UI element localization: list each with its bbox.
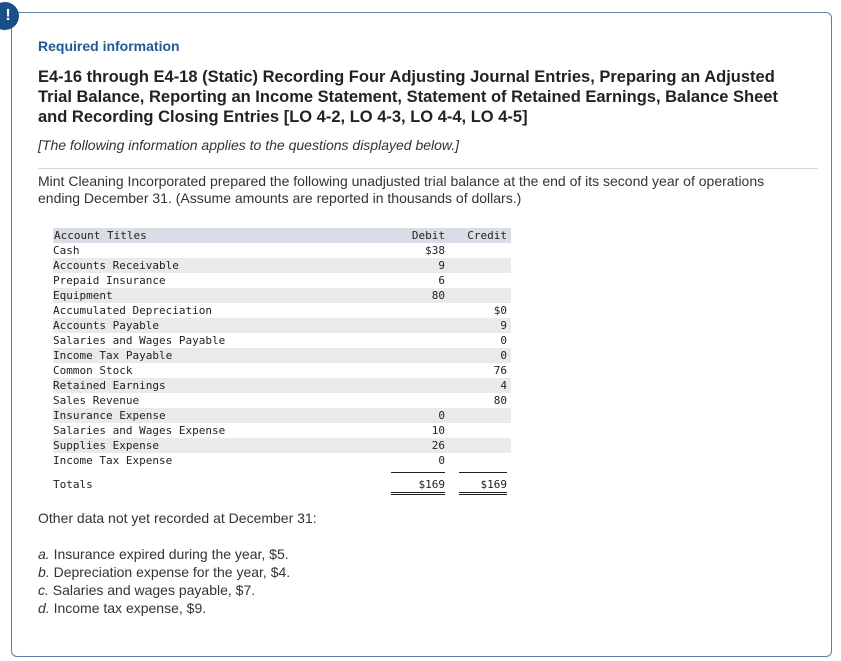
total-debit: $169 [418,478,445,491]
header-account-titles: Account Titles [54,229,147,242]
list-item: a. Insurance expired during the year, $5. [38,546,289,562]
table-row [53,438,511,453]
account-title-cell: Supplies Expense [53,439,159,452]
table-row [53,318,511,333]
debit-double-rule-2 [391,494,445,495]
table-row [53,393,511,408]
account-title-cell: Salaries and Wages Payable [53,334,226,347]
table-row [53,303,511,318]
debit-cell: 9 [438,259,445,272]
account-title-cell: Common Stock [53,364,133,377]
table-row [53,243,511,258]
other-data-title: Other data not yet recorded at December 31: [38,510,317,526]
credit-cell: 9 [500,319,507,332]
account-title-cell: Salaries and Wages Expense [53,424,226,437]
total-credit: $169 [480,478,507,491]
list-item: d. Income tax expense, $9. [38,600,207,616]
required-information-label: Required information [38,38,180,54]
account-title-cell: Insurance Expense [53,409,166,422]
alert-icon: ! [0,2,19,30]
debit-total-rule [391,472,445,473]
debit-cell: 26 [431,439,445,452]
table-row [53,273,511,288]
problem-title: E4-16 through E4-18 (Static) Recording Four Adjusting Journal Entries, Preparing an Adjusted Trial Balance, Reporting an Income Statement, Statement of Retained Earnings, Balance Sheet and Recording Closing Entries [LO 4-2, LO 4-3, LO 4-4, LO 4-5] [38,68,778,126]
intro-paragraph: Mint Cleaning Incorporated prepared the following unadjusted trial balance at the end of its second year of operations ending December 31. (Assume amounts are reported in thousands of dollars.) [38,173,765,206]
credit-total-rule [459,472,507,473]
list-item: b. Depreciation expense for the year, $4. [38,564,291,580]
account-title-cell: Accumulated Depreciation [53,304,212,317]
table-row [53,348,511,363]
trial-balance-table [53,228,511,494]
credit-cell: 0 [500,349,507,362]
credit-cell: 76 [493,364,507,377]
table-row [53,408,511,423]
list-item: c. Salaries and wages payable, $7. [38,582,256,598]
totals-label: Totals [53,478,93,491]
debit-cell: 6 [438,274,445,287]
credit-cell: 80 [493,394,507,407]
table-row [53,288,511,303]
table-header-row [53,228,511,243]
table-row [53,378,511,393]
credit-double-rule-1 [459,492,507,493]
credit-cell: $0 [493,304,507,317]
totals-row [53,472,511,494]
debit-double-rule-1 [391,492,445,493]
divider [38,168,818,169]
table-row [53,258,511,273]
credit-cell: 0 [500,334,507,347]
question-card [11,12,832,657]
account-title-cell: Income Tax Expense [53,454,173,467]
account-title-cell: Accounts Payable [53,319,159,332]
account-title-cell: Sales Revenue [53,394,140,407]
account-title-cell: Prepaid Insurance [53,274,166,287]
table-row [53,333,511,348]
account-title-cell: Income Tax Payable [53,349,173,362]
credit-cell: 4 [500,379,507,392]
account-title-cell: Accounts Receivable [53,259,179,272]
debit-cell: 10 [431,424,445,437]
debit-cell: 0 [438,454,445,467]
other-data-list [38,545,290,617]
debit-cell: 80 [431,289,445,302]
credit-double-rule-2 [459,494,507,495]
account-title-cell: Cash [53,244,80,257]
table-row [53,423,511,438]
table-row [53,453,511,468]
header-credit: Credit [467,229,507,242]
account-title-cell: Retained Earnings [53,379,166,392]
debit-cell: $38 [425,244,445,257]
account-title-cell: Equipment [53,289,113,302]
table-row [53,363,511,378]
instruction-note: [The following information applies to the questions displayed below.] [38,137,460,153]
header-debit: Debit [411,229,445,242]
debit-cell: 0 [438,409,445,422]
